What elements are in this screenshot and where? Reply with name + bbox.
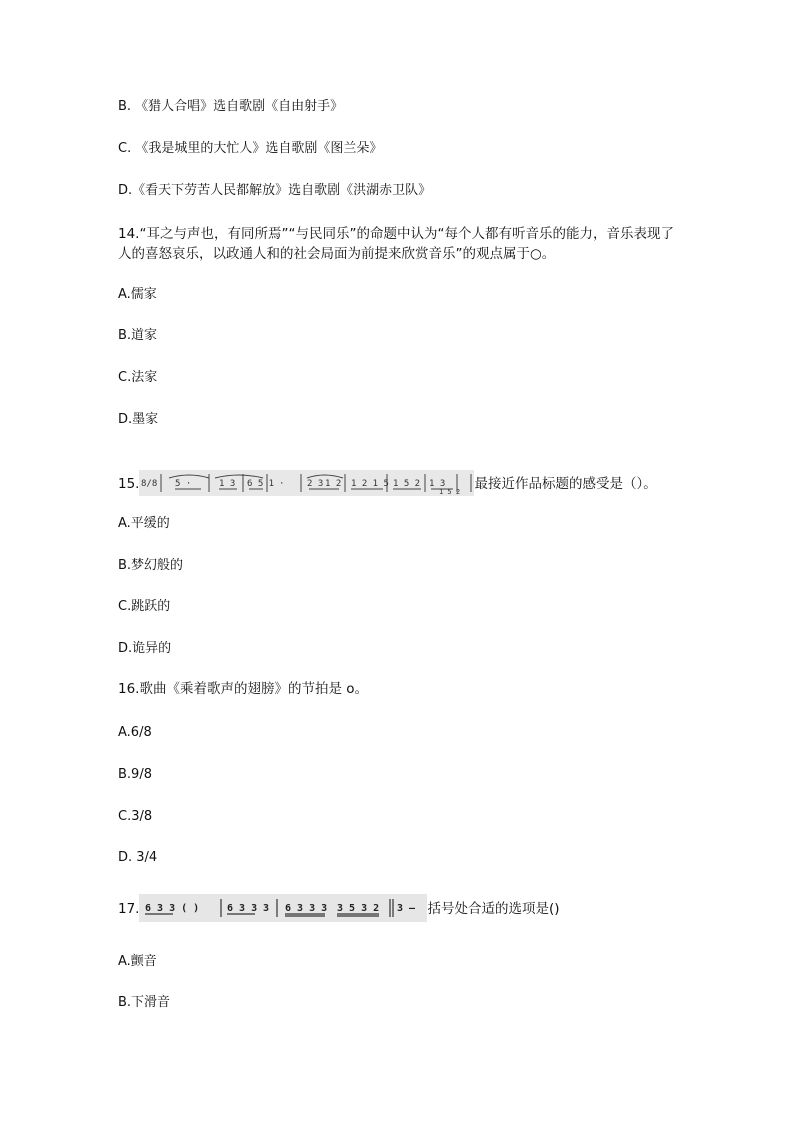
q14-option-d: D.墨家 [118,412,159,427]
q15-option-d: D.诡异的 [118,641,172,656]
q15-note-7: 1 2 1 5 [351,479,390,489]
q15-after-text: 最接近作品标题的感受是（）。 [474,476,657,492]
q17-number: 17. [118,901,140,917]
q17-notation-image [139,894,427,922]
q15-note-6: 1 2 [325,479,342,489]
q16-option-d: D. 3/4 [118,850,158,865]
q14-option-a: A.儒家 [118,287,157,302]
q17-option-b: B.下滑音 [118,995,171,1010]
q13-option-d: D.《看天下劳苦人民都解放》选自歌剧《洪湖赤卫队》 [118,183,432,198]
q15-note-9: 1 3 [429,479,446,489]
q16-option-a: A.6/8 [118,725,152,740]
q15-note-2: 1 3 [219,479,236,489]
q17-note-5: 3 — [397,903,416,914]
q17-option-a: A.颤音 [118,954,157,969]
q16-stem: 16.歌曲《乘着歌声的翅膀》的节拍是 o。 [118,681,369,697]
q17-note-4: 3 5 3 2 [337,903,380,914]
q15-number: 15. [118,476,140,492]
q15-option-a: A.平缓的 [118,516,170,531]
q17-note-3: 6 3 3 3 [285,903,328,914]
q15-note-8: 1 5 2 [393,479,421,489]
q15-notation-image [139,470,474,496]
q15-note-4: · [279,479,285,489]
q13-option-b: B. 《猎人合唱》选自歌剧《自由射手》 [118,99,344,114]
q15-option-b: B.梦幻般的 [118,558,184,573]
q13-option-c: C. 《我是城里的大忙人》选自歌剧《图兰朵》 [118,141,383,156]
q15-note-3: 6 5 1 [247,479,275,489]
q17-note-0: 6 3 3 ( ) [145,903,200,914]
q15-stem [118,468,657,494]
q15-note-5: 2 3 [307,479,324,489]
q15-note-10: 1 5 2 [439,488,461,496]
q17-note-1: 6 3 3 [227,903,258,914]
q14-option-b: B.道家 [118,328,158,343]
q17-stem [118,892,560,920]
q15-option-c: C.跳跃的 [118,599,171,614]
q17-note-2: 3 [263,903,270,914]
q16-option-c: C.3/8 [118,809,153,824]
q14-option-c: C.法家 [118,370,158,385]
q15-note-1: 5 · [175,479,192,489]
q15-note-0: 8/8 [141,479,158,489]
q14-stem: 14.“耳之与声也，有同所焉”“与民同乐”的命题中认为“每个人都有听音乐的能力，音乐表现了人的喜怒哀乐，以政通人和的社会局面为前提来欣赏音乐”的观点属于○。 [118,226,674,262]
q17-after-text: 括号处合适的选项是() [427,901,560,917]
q16-option-b: B.9/8 [118,767,152,782]
